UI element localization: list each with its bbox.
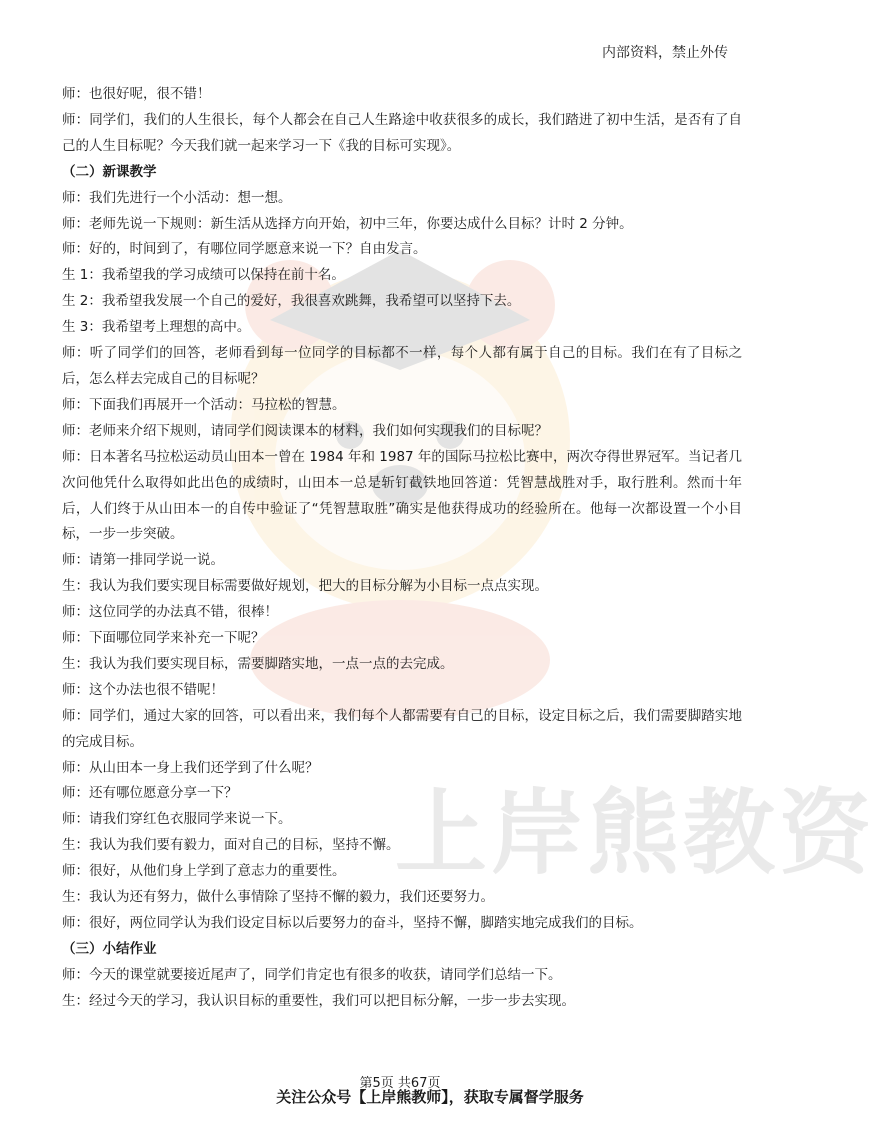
dialogue-line: 师：请第一排同学说一说。 <box>62 552 224 569</box>
dialogue-line: 师：请我们穿红色衣服同学来说一下。 <box>62 811 292 828</box>
dialogue-line: 师：我们先进行一个小活动：想一想。 <box>62 189 292 206</box>
dialogue-line: 师：老师来介绍下规则，请同学们阅读课本的材料，我们如何实现我们的目标呢？ <box>62 422 548 439</box>
confidential-note: 内部资料，禁止外传 <box>602 45 728 61</box>
section-heading: （二）新课教学 <box>62 163 157 180</box>
dialogue-line: 师：听了同学们的回答，老师看到每一位同学的目标都不一样，每个人都有属于自己的目标。我们在有了目标之后，怎么样去完成自己的目标呢？ <box>62 345 742 387</box>
dialogue-line: 生 3：我希望考上理想的高中。 <box>62 319 251 336</box>
document-body <box>62 82 742 1015</box>
dialogue-line: 师：同学们，我们的人生很长，每个人都会在自己人生路途中收获很多的成长，我们踏进了初中生活，是否有了自己的人生目标呢？今天我们就一起来学习一下《我的目标可实现》。 <box>62 111 742 154</box>
dialogue-line: 师：下面哪位同学来补充一下呢？ <box>62 630 265 647</box>
dialogue-line: 生：我认为我们要实现目标，需要脚踏实地，一点一点的去完成。 <box>62 655 454 672</box>
dialogue-line: 生：经过今天的学习，我认识目标的重要性，我们可以把目标分解，一步一步去实现。 <box>62 992 575 1009</box>
dialogue-line: 师：同学们，通过大家的回答，可以看出来，我们每个人都需要有自己的目标，设定目标之后，我们需要脚踏实地的完成目标。 <box>62 707 742 750</box>
dialogue-line: 师：日本著名马拉松运动员山田本一曾在 1984 年和 1987 年的国际马拉松比赛中，两次夺得世界冠军。当记者几次问他凭什么取得如此出色的成绩时，山田本一总是斩钉截铁地回答道：凭智慧战胜对手，取行胜利。然而十年后，人们终于从山田本一的自传中验证了“凭智慧取胜”确实是他获得成功的经验所在。他每一次都设置一个小目标，一步一步突破。 <box>62 448 742 543</box>
dialogue-line: 师：这个办法也很不错呢！ <box>62 681 224 698</box>
page-number: 第5页 共67页 <box>359 1076 441 1091</box>
footer-promo: 关注公众号【上岸熊教师】，获取专属督学服务 <box>276 1088 584 1106</box>
dialogue-line: 生 2：我希望我发展一个自己的爱好，我很喜欢跳舞，我希望可以坚持下去。 <box>62 293 521 310</box>
dialogue-line: 师：老师先说一下规则：新生活从选择方向开始，初中三年，你要达成什么目标？计时 2 分钟。 <box>62 215 633 232</box>
dialogue-line: 生：我认为还有努力，做什么事情除了坚持不懈的毅力，我们还要努力。 <box>62 889 494 906</box>
dialogue-line: 师：从山田本一身上我们还学到了什么呢？ <box>62 759 319 776</box>
dialogue-line: 师：今天的课堂就要接近尾声了，同学们肯定也有很多的收获，请同学们总结一下。 <box>62 966 562 983</box>
dialogue-line: 师：还有哪位愿意分享一下？ <box>62 785 238 802</box>
dialogue-line: 师：很好，两位同学认为我们设定目标以后要努力的奋斗，坚持不懈，脚踏实地完成我们的目标。 <box>62 915 643 931</box>
section-heading: （三）小结作业 <box>62 940 157 957</box>
dialogue-line: 生：我认为我们要有毅力，面对自己的目标，坚持不懈。 <box>62 837 400 854</box>
dialogue-line: 师：下面我们再展开一个活动：马拉松的智慧。 <box>62 396 346 413</box>
dialogue-line: 师：这位同学的办法真不错，很棒！ <box>62 604 278 621</box>
dialogue-line: 师：也很好呢，很不错！ <box>62 86 211 102</box>
dialogue-line: 生 1：我希望我的学习成绩可以保持在前十名。 <box>62 267 345 284</box>
dialogue-line: 师：很好，从他们身上学到了意志力的重要性。 <box>62 863 346 880</box>
dialogue-line: 师：好的，时间到了，有哪位同学愿意来说一下？自由发言。 <box>62 241 427 258</box>
dialogue-line: 生：我认为我们要实现目标需要做好规划，把大的目标分解为小目标一点点实现。 <box>62 578 548 595</box>
brand-watermark-text: 上岸熊教资 <box>395 780 875 887</box>
